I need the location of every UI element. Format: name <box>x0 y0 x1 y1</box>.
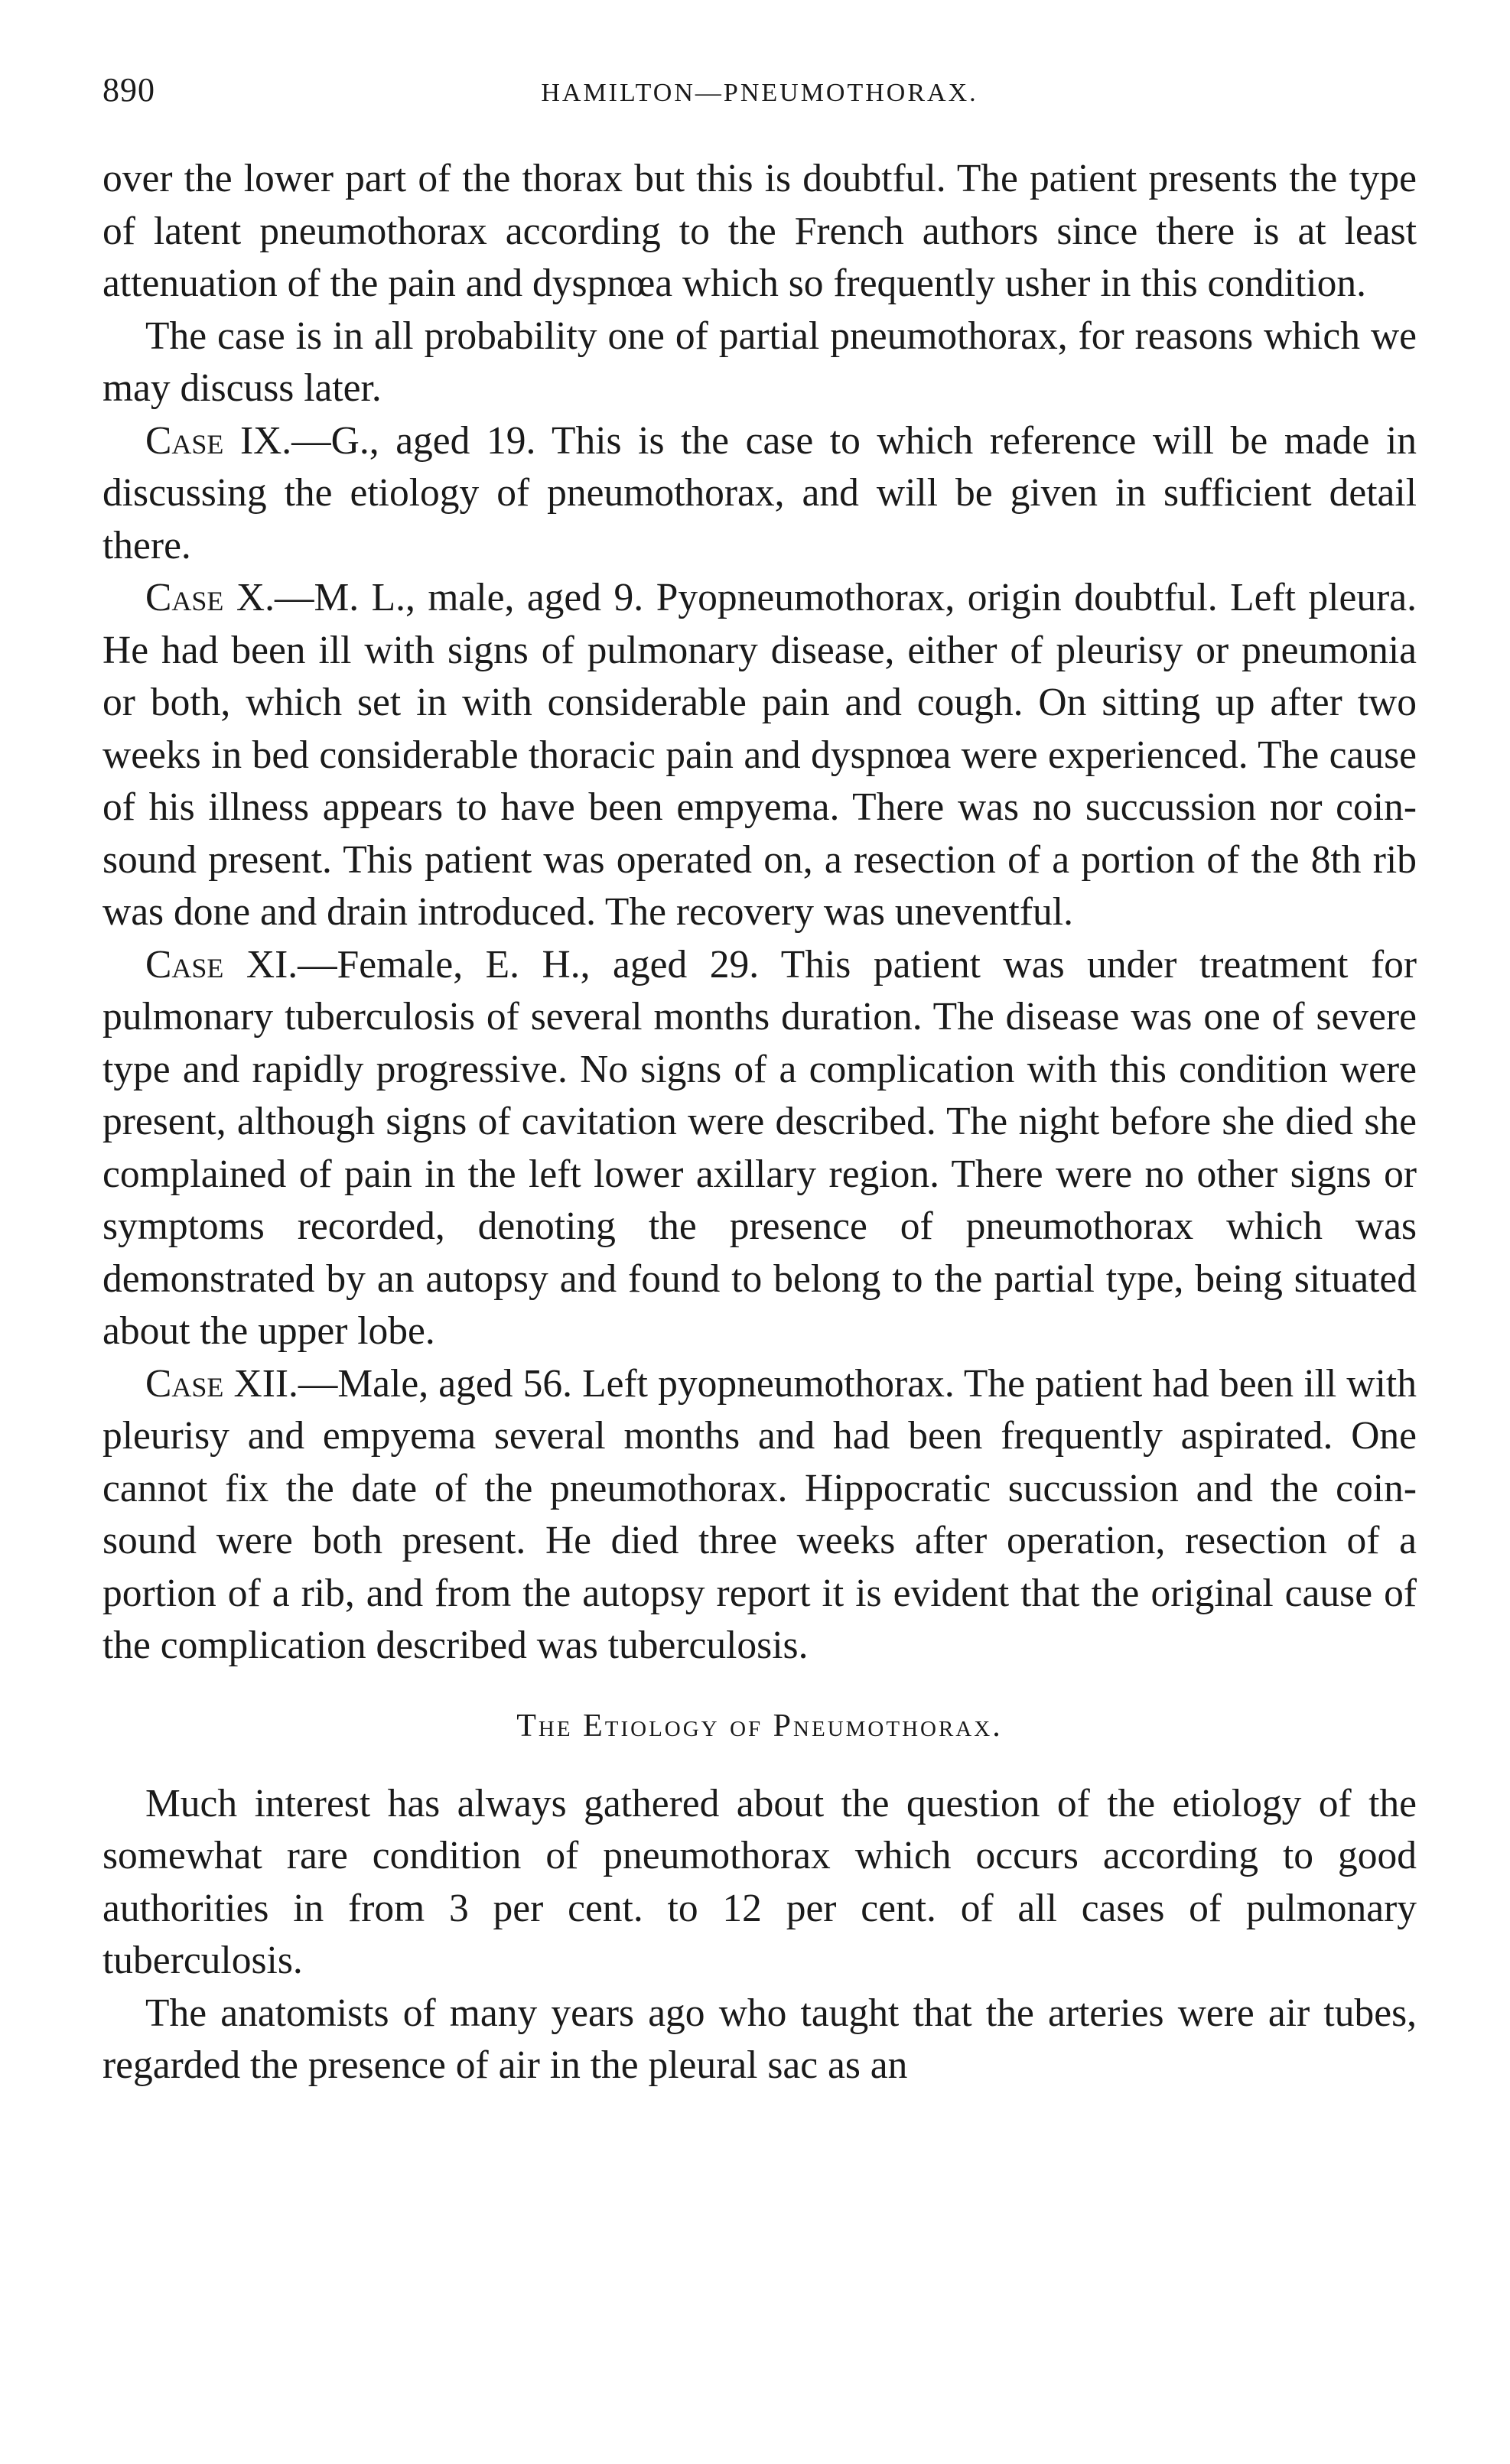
paragraph-text: —G., aged 19. This is the case to which reference will be made in discussing the etiology of pneumothorax, and will be given in sufficient detail there. <box>103 418 1417 567</box>
page-body <box>103 153 1417 2092</box>
document-page <box>103 70 1417 2092</box>
paragraph <box>103 153 1417 310</box>
case-paragraph <box>103 415 1417 573</box>
section-heading: The Etiology of Pneumothorax. <box>516 1708 1003 1744</box>
paragraph-text: —Male, aged 56. Left pyopneumothorax. The patient had been ill with pleurisy and empyema several months and had been frequently aspirated. One cannot fix the date of the pneumothorax. Hippocratic succussion and the coin-sound were both present. He died three weeks after operation, resection of a portion of a rib, and from the autopsy report it is evident that the original cause of the complication described was tuberculosis. <box>103 1361 1417 1667</box>
case-paragraph <box>103 572 1417 939</box>
case-label: Case X. <box>145 576 275 619</box>
case-label: Case XI. <box>145 942 298 987</box>
paragraph <box>103 310 1417 415</box>
page-header <box>103 70 1417 132</box>
running-head: HAMILTON—PNEUMOTHORAX. <box>541 79 978 107</box>
paragraph-text: —Female, E. H., aged 29. This patient was under treatment for pulmonary tuberculosis of several months duration. The disease was one of severe type and rapidly progressive. No signs of a complication with this condition were present, although signs of cavitation were described. The night before she died she complained of pain in the left lower axillary region. There were no other signs or symptoms recorded, denoting the presence of pneumothorax which was demonstrated by an autopsy and found to belong to the partial type, being situated about the upper lobe. <box>103 942 1417 1353</box>
paragraph: Much interest has always gathered about the question of the etiology of the somewhat rare condition of pneumothorax which occurs according to good authorities in from 3 per cent. to 12 per cent. of all cases of pulmonary tuberculosis. <box>103 1781 1417 1982</box>
paragraph-text: —M. L., male, aged 9. Pyopneumothorax, origin doubtful. Left pleura. He had been ill with signs of pulmonary disease, either of pleurisy or pneumonia or both, which set in with considerable pain and cough. On sitting up after two weeks in bed considerable thoracic pain and dyspnœa were experienced. The cause of his illness appears to have been empyema. There was no succussion nor coin-sound present. This patient was operated on, a resection of a portion of the 8th rib was done and drain introduced. The recovery was uneventful. <box>103 576 1417 934</box>
case-paragraph <box>103 939 1417 1358</box>
paragraph-text: over the lower part of the thorax but this is doubtful. The patient presents the type of latent pneumothorax according to the French authors since there is at least attenuation of the pain and dyspnœa which so frequently usher in this condition. <box>103 157 1417 305</box>
paragraph-text: The case is in all probability one of partial pneumothorax, for reasons which we may discuss later. <box>103 314 1417 410</box>
page-number: 890 <box>103 71 155 109</box>
case-label: Case IX. <box>145 418 292 463</box>
case-label: Case XII. <box>145 1361 298 1406</box>
case-paragraph <box>103 1358 1417 1672</box>
paragraph: The anatomists of many years ago who taught that the arteries were air tubes, regarded the presence of air in the pleural sac as an <box>103 1991 1417 2087</box>
